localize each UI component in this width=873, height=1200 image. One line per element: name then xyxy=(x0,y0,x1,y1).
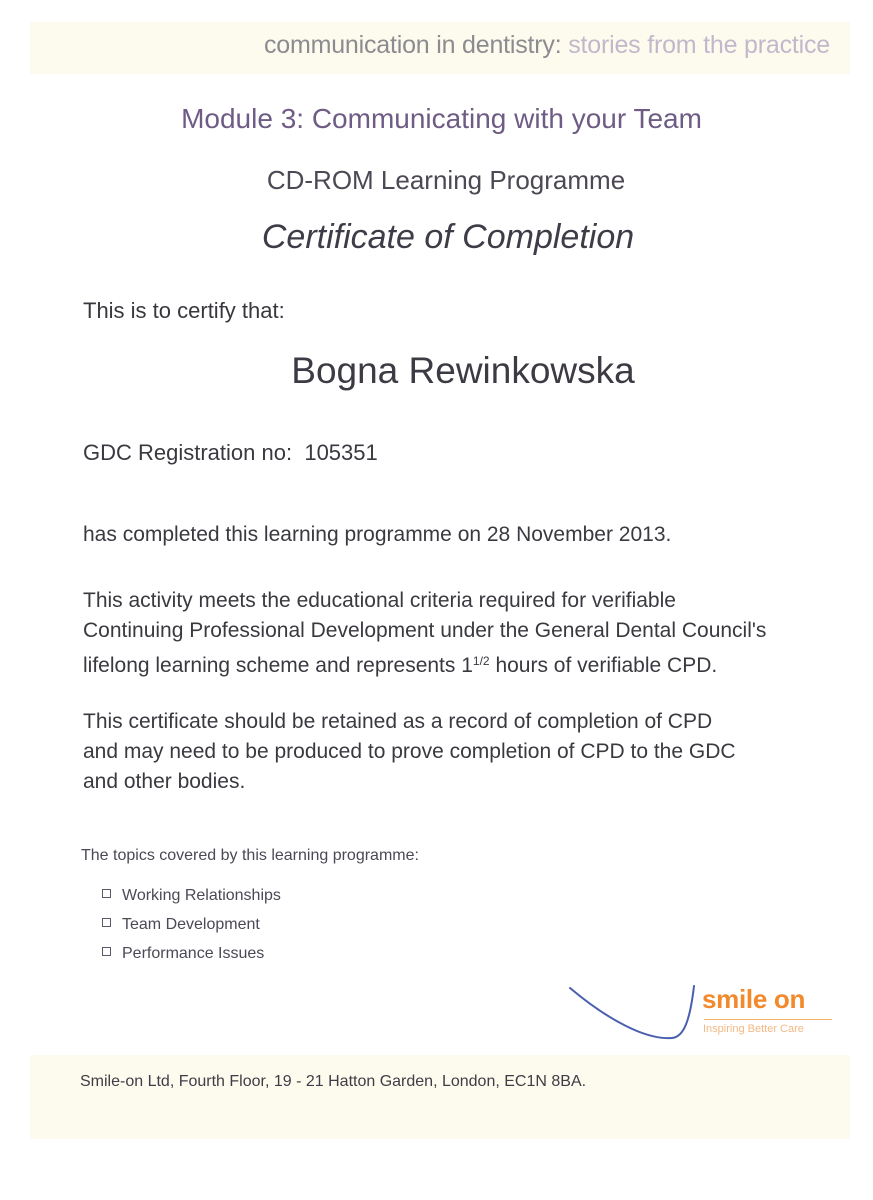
series-title xyxy=(264,31,830,60)
footer-address: Smile-on Ltd, Fourth Floor, 19 - 21 Hatton Garden, London, EC1N 8BA. xyxy=(80,1073,587,1090)
retain-paragraph xyxy=(83,707,873,797)
completion-statement: has completed this learning programme on 28 November 2013. xyxy=(83,523,672,546)
document-title: Certificate of Completion xyxy=(261,218,635,256)
cpd-paragraph xyxy=(83,586,873,681)
retain-line-2: and may need to be produced to prove completion of CPD to the GDC xyxy=(83,740,736,763)
checkbox-square-icon xyxy=(102,947,111,956)
gdc-label: GDC Registration no: xyxy=(83,440,293,465)
gdc-number: 105351 xyxy=(304,440,378,465)
topic-list xyxy=(102,881,281,968)
footer-band xyxy=(30,1055,850,1139)
cpd-line-2: Continuing Professional Development under the General Dental Council's xyxy=(83,619,767,642)
recipient-name: Bogna Rewinkowska xyxy=(291,350,635,391)
gdc-registration xyxy=(83,440,378,466)
list-item xyxy=(102,881,281,910)
series-title-sub: stories from the practice xyxy=(568,31,830,59)
certify-intro: This is to certify that: xyxy=(83,298,285,323)
list-item xyxy=(102,910,281,939)
programme-title: CD-ROM Learning Programme xyxy=(266,165,626,195)
retain-line-1: This certificate should be retained as a record of completion of CPD xyxy=(83,710,713,733)
swoosh-stroke xyxy=(570,986,694,1038)
checkbox-square-icon xyxy=(102,918,111,927)
topic-label: Performance Issues xyxy=(122,944,265,962)
retain-line-3: and other bodies. xyxy=(83,770,246,793)
cpd-line-3-end: hours of verifiable CPD. xyxy=(489,654,718,677)
logo-divider xyxy=(704,1019,832,1020)
swoosh-icon xyxy=(568,980,708,1050)
module-title: Module 3: Communicating with your Team xyxy=(181,103,702,134)
topics-intro: The topics covered by this learning programme: xyxy=(81,847,419,864)
cpd-hours-fraction: 1/2 xyxy=(472,654,490,668)
series-title-main: communication in dentistry: xyxy=(263,31,562,59)
cpd-hours-whole: 1 xyxy=(461,654,473,677)
list-item xyxy=(102,939,281,968)
topic-label: Working Relationships xyxy=(122,886,281,904)
topic-label: Team Development xyxy=(122,915,260,933)
cpd-hours xyxy=(461,654,489,677)
cpd-line-3-start: lifelong learning scheme and represents xyxy=(83,654,462,677)
cpd-line-3 xyxy=(83,646,873,681)
cpd-line-1: This activity meets the educational criteria required for verifiable xyxy=(83,589,676,612)
logo-name: smile on xyxy=(702,984,806,1014)
logo-tagline: Inspiring Better Care xyxy=(703,1023,804,1035)
checkbox-square-icon xyxy=(102,889,111,898)
smile-on-logo xyxy=(568,980,838,1050)
